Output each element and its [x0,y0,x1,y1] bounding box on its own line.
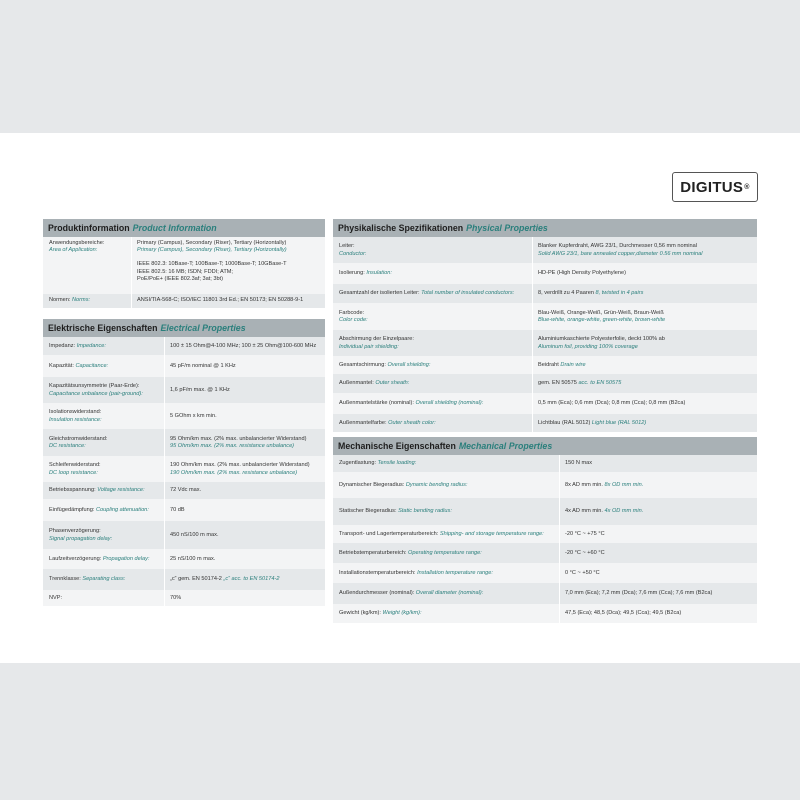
table-row [43,569,325,590]
table-row [333,284,757,303]
table-cell-text: Outer sheath: [375,380,410,387]
section-title-de: Mechanische Eigenschaften [338,441,456,451]
digitus-logo [672,172,758,202]
row-label-cell [333,543,560,563]
table-cell-text: Overall shielding: [387,361,431,368]
row-value: 1,6 pF/m max. @ 1 KHz [170,386,230,393]
table-row [43,590,325,606]
row-value-cell [533,284,647,303]
row-value: 5 GOhm x km min. [170,412,217,419]
table-cell-text: 95 Ohm/km max. (2% max. unbalancierter Widerstand) [170,435,307,442]
table-cell-text: Trennklasse: [49,576,81,583]
table-cell-text: Transport- und Lagertemperaturbereich: [339,530,439,537]
table-cell-text: Overall diameter (nominal): [415,590,484,597]
table-cell-text: Einfügedämpfung: [49,506,95,513]
table-cell-text: Abschirmung der Einzelpaare: [339,336,414,343]
row-label-cell [333,330,533,356]
table-cell-text: Overall shielding (nominal): [415,400,484,407]
table-cell-text: Kapazität: [49,362,74,369]
right-column [333,219,757,623]
table-cell-text: Gewicht (kg/km): [339,610,381,617]
top-background-band [0,0,800,133]
table-row [43,377,325,403]
table-cell-text: Conductor: [339,250,367,257]
table-row [333,356,757,374]
row-value: 47,5 (Eca); 48,5 (Dca); 49,5 (Cca); 49,5 (B2ca) [565,610,682,617]
table-row [43,521,325,549]
table-row [333,525,757,543]
table-cell-text: Gesamtzahl der isolierten Leiter: [339,290,420,297]
row-label-cell [333,563,560,583]
table-cell-text: „c“ acc. to EN 50174-2 [223,576,280,583]
row-label-cell [43,355,165,377]
table-cell-text: Aluminum foil, providing 100% coverage [538,343,638,350]
table-cell-text: Capacitance unbalance (pair-ground): [49,390,143,397]
table-cell-text: Außendurchmesser (nominal): [339,590,415,597]
mechanical-header [333,437,757,455]
table-row [333,330,757,356]
table-cell-text: Outer sheath color: [388,419,436,426]
registered-mark: ® [744,183,750,191]
row-value: 45 pF/m nominal @ 1 KHz [170,362,236,369]
table-row [333,472,757,498]
section-title-en: Physical Properties [466,223,548,233]
table-cell-text: 190 Ohm/km max. (2% max. unbalancierter Widerstand) [170,462,310,469]
table-cell-text: Statischer Biegeradius: [339,508,397,515]
table-cell-text: Signal propagation delay: [49,535,113,542]
row-value: 7,0 mm (Eca); 7,2 mm (Dca); 7,6 mm (Cca); 7,6 mm (B2ca) [565,590,713,597]
table-cell-text: Insulation: [366,270,392,277]
table-cell-text: Isolationswiderstand: [49,409,102,416]
table-cell-text: Gleichstromwiderstand: [49,435,108,442]
table-cell-text: Coupling attenuation: [95,506,149,513]
table-cell-text: Drain wire [560,361,586,368]
row-value-cell [132,237,291,294]
table-cell-text: DC loop resistance: [49,469,98,476]
row-value-cell [533,303,669,330]
row-value-cell [560,498,647,525]
row-value: 70% [170,594,182,601]
table-cell-text: Außenmantelstärke (nominal): [339,400,414,407]
table-cell-text: Color code: [339,317,368,323]
row-label-cell [43,237,132,294]
table-row [43,355,325,377]
row-label: NVP: [43,590,165,606]
table-cell-text: Individual pair shielding: [339,343,399,350]
row-label-cell [43,456,165,482]
row-label-en: Area of Application: [49,247,98,254]
table-cell-text: Weight (kg/km): [382,610,422,617]
table-cell-text: 4x AD mm min. [565,508,603,515]
section-title-en: Mechanical Properties [458,441,553,451]
electrical-header [43,319,325,337]
table-cell-text: Außenmantel: [339,380,374,387]
row-value-cell [165,429,310,456]
table-cell-text: Schleifenwiderstand: [49,462,101,469]
row-value-cell [165,456,314,482]
table-cell-text: Leiter: [339,243,355,250]
table-cell-text: Phasenverzögerung: [49,528,101,535]
table-cell-text: Lichtblau (RAL 5012) [538,419,591,426]
table-row [333,604,757,623]
table-cell-text: Betriebstemperaturbereich: [339,549,407,556]
table-row [333,393,757,414]
row-label-cell [43,377,165,403]
table-row [333,498,757,525]
row-value-cell [533,237,707,263]
table-cell-text: Farbcode: [339,309,365,316]
row-label-cell [333,303,533,330]
table-cell-text: DC resistance: [49,443,86,449]
table-cell-text: Dynamic bending radius: [405,481,468,488]
product-info-header [43,219,325,237]
section-title-de: Elektrische Eigenschaften [48,323,158,333]
row-label-cell [333,237,533,263]
row-label-cell [43,337,165,355]
table-row [43,429,325,456]
table-row [43,482,325,499]
table-cell-text: Total number of insulated conductors: [421,290,515,297]
table-cell-text: Operating temperature range: [408,549,482,556]
table-cell-text: 8x AD mm min. [565,481,603,488]
row-label-cell [333,356,533,374]
row-label-cell [333,583,560,604]
row-value: PoE/PoE+ (IEEE 802.3af; 3at; 3bt) [137,275,223,282]
table-row [333,263,757,284]
table-cell-text: acc. to EN 50575 [578,380,622,387]
row-value: 100 ± 15 Ohm@4-100 MHz; 100 ± 25 Ohm@100-600 MHz [170,342,317,349]
table-cell-text: Laufzeitverzögerung: [49,555,102,562]
row-value: -20 °C ~ +75 °C [565,530,605,537]
physical-header [333,219,757,237]
table-cell-text: „c“ gem. EN 50174-2 [170,576,222,583]
table-cell-text: Solid AWG 23/1, bare annealed copper,diameter 0.56 mm nominal [538,250,703,257]
row-label-cell [333,472,560,498]
row-value: 0,5 mm (Eca); 0,6 mm (Dca); 0,8 mm (Cca); 0,8 mm (B2ca) [538,400,686,407]
table-cell-text: Außenmantelfarbe: [339,419,387,426]
table-cell-text: 8x OD mm min. [604,481,644,488]
row-value: 0 °C ~ +50 °C [565,569,600,576]
table-cell-text: Tensile loading: [377,460,417,467]
row-label: Normen: [49,297,71,303]
table-cell-text: Kapazitätsunsymmetrie (Paar-Erde): [49,383,140,390]
row-label-cell [333,284,533,303]
row-label: Anwendungsbereiche: [49,240,105,246]
table-cell-text: Separating class: [82,576,126,583]
row-label-cell [333,393,533,414]
table-cell-text: Capacitance: [75,362,109,369]
table-cell-text: Voltage resistance: [97,487,145,494]
bottom-background-band [0,663,800,800]
row-label-cell [43,294,132,308]
table-cell-text: Propagation delay: [102,555,150,562]
table-cell-text: 8, verdrillt zu 4 Paaren [538,290,594,297]
table-row [43,237,325,294]
row-value-cell [533,414,650,432]
table-row [43,456,325,482]
table-cell-text: Blue-white, orange-white, green-white, brown-white [538,317,666,323]
row-label-cell [333,414,533,432]
row-label-cell [43,482,165,499]
table-cell-text: Shipping- and storage temperature range: [439,530,544,537]
table-row [333,414,757,432]
row-value: ANSI/TIA-568-C; ISO/IEC 11801 3rd Ed.; EN 50173; EN 50288-9-1 [137,297,304,303]
row-value: 25 nS/100 m max. [170,555,216,562]
row-label-cell [43,521,165,549]
section-title-en: Product Information [132,223,217,233]
table-cell-text: Installation temperature range: [417,569,493,576]
table-cell-text: Isolierung: [339,270,365,277]
row-label-cell [43,429,165,456]
table-cell-text: Impedanz: [49,342,76,349]
table-row [333,455,757,472]
row-value-cell [533,374,625,393]
row-value: 70 dB [170,506,185,513]
table-cell-text: Zugentlastung: [339,460,377,467]
table-cell-text: 95 Ohm/km max. (2% max. resistance unbalance) [170,443,295,449]
table-row [333,303,757,330]
table-row [43,294,325,308]
table-cell-text: Blanker Kupferdraht, AWG 23/1, Durchmesser 0,56 mm nominal [538,243,697,250]
table-row [333,563,757,583]
row-label-cell [333,525,560,543]
row-label-cell [43,499,165,521]
row-value: Primary (Campus), Secondary (Riser), Tertiary (Horizontally) [137,240,287,246]
table-cell-text: Betriebsspannung: [49,487,96,494]
row-value: 72 Vdc max. [170,487,202,494]
table-cell-text: Gesamtschirmung: [339,361,386,368]
row-label-cell [333,604,560,623]
table-cell-text: Light blue (RAL 5012) [591,419,647,426]
table-cell-text: 4x OD mm min. [604,508,644,515]
section-title-de: Produktinformation [48,223,130,233]
row-value: HD-PE (High Density Polyethylene) [538,270,626,277]
section-title-de: Physikalische Spezifikationen [338,223,464,233]
section-title-en: Electrical Properties [160,323,246,333]
table-row [43,337,325,355]
table-row [333,374,757,393]
table-cell-text: Aluminiumkaschierte Polyesterfolie, deckt 100% ab [538,336,665,343]
row-label-cell [43,549,165,569]
left-column [43,219,325,606]
row-label-en: Norms: [72,297,91,303]
row-label-cell [333,498,560,525]
row-label-cell [43,403,165,429]
row-value: -20 °C ~ +60 °C [565,549,605,556]
table-cell-text: 190 Ohm/km max. (2% max. resistance unbalance) [170,469,298,476]
table-cell-text: Installationstemperaturbereich: [339,569,416,576]
table-cell-text: Impedance: [76,342,106,349]
row-label-cell [333,455,560,472]
table-row [333,583,757,604]
table-cell-text: gem. EN 50575 [538,380,577,387]
row-value-cell [533,330,669,356]
table-row [43,403,325,429]
row-label-cell [43,569,165,590]
table-row [333,237,757,263]
table-cell-text: 8, twisted in 4 pairs [595,290,644,297]
table-row [333,543,757,563]
table-cell-text: Blau-Weiß, Orange-Weiß, Grün-Weiß, Braun-Weiß [538,309,664,316]
row-value-cell [165,569,283,590]
table-row [43,549,325,569]
row-value-en: Primary (Campus), Secondary (Riser), Tertiary (Horizontally) [137,247,287,254]
table-cell-text: Insulation resistance: [49,416,102,423]
row-value-cell [533,356,590,374]
row-label-cell [333,374,533,393]
table-row [43,499,325,521]
row-value: IEEE 802.3: 10Base-T; 100Base-T; 1000Base-T; 10GBase-T [137,261,287,268]
table-cell-text: Static bending radius: [398,508,452,515]
logo-text: DIGITUS [680,178,744,196]
table-cell-text: Beidraht [538,361,559,368]
row-value: IEEE 802.5: 16 MB; ISDN; FDDI; ATM; [137,268,233,275]
row-value: 450 nS/100 m max. [170,531,219,538]
table-cell-text: Dynamischer Biegeradius: [339,481,405,488]
row-value-cell [560,472,647,498]
row-value: 150 N max [565,460,593,467]
row-label-cell [333,263,533,284]
